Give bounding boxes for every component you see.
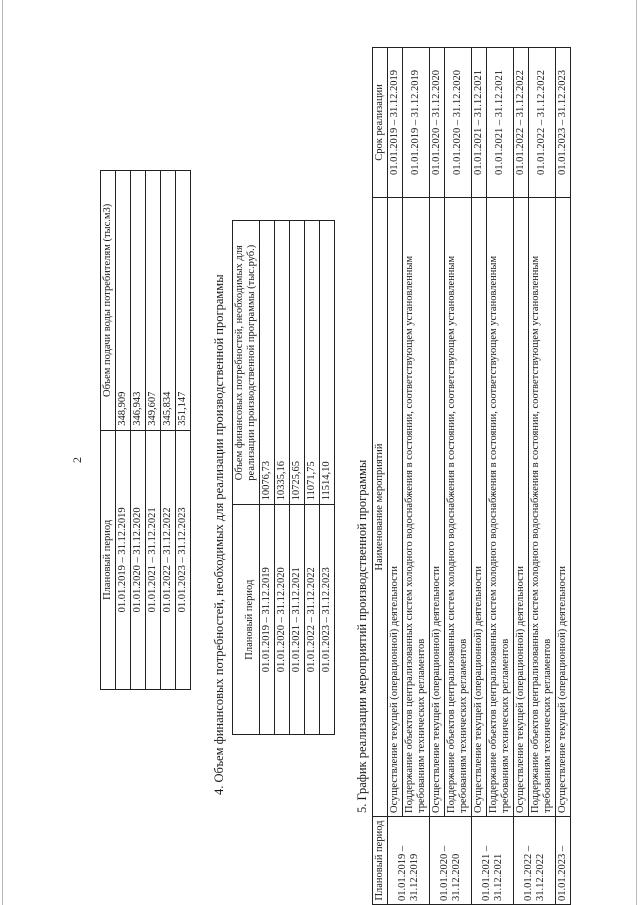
cell-term: 01.01.2019 – 31.12.2019: [403, 48, 430, 198]
cell-amount: 10335,16: [275, 221, 290, 505]
scan-edge-top: [2, 0, 3, 905]
cell-term: 01.01.2022 – 31.12.2022: [514, 48, 529, 198]
header-measure-name: Наименование мероприятий: [373, 197, 388, 816]
cell-amount: 10076,73: [260, 221, 275, 505]
cell-amount: 11071,75: [305, 221, 320, 505]
table-row: [514, 48, 529, 905]
header-financial-needs: Объем финансовых потребностей, необходимых для реализации производственной программы (тыс.руб.): [233, 221, 260, 505]
cell-term: 01.01.2020 – 31.12.2020: [445, 48, 472, 198]
cell-period: 01.01.2019 – 31.12.2019: [388, 817, 430, 905]
cell-period: 01.01.2019 – 31.12.2019: [260, 505, 275, 735]
header-planned-period: Плановый период: [101, 430, 116, 689]
cell-measure: Осуществление текущей (операционной) деятельности: [430, 197, 445, 816]
scan-edge-bottom: [636, 0, 637, 905]
table-row: [290, 221, 305, 735]
table-header-row: [373, 48, 388, 905]
table-header-row: [233, 221, 260, 735]
table-row: [305, 221, 320, 735]
cell-period: 01.01.2021 – 31.12.2021: [290, 505, 305, 735]
table-row: [430, 48, 445, 905]
page-number: 2: [70, 457, 84, 463]
cell-measure: Поддержание объектов централизованных систем холодного водоснабжения в состоянии, соответствующем установленным требованиям технических регламентов: [529, 197, 556, 816]
water-volume-table: [100, 170, 191, 690]
header-planned-period: Плановый период: [233, 505, 260, 735]
cell-period: 01.01.2022 – 31.12.2022: [161, 430, 176, 689]
header-planned-period: Плановый период: [373, 817, 388, 905]
cell-measure: Осуществление текущей (операционной) деятельности: [388, 197, 403, 816]
cell-period: 01.01.2019 – 31.12.2019: [116, 430, 131, 689]
cell-period: 01.01.2020 – 31.12.2020: [275, 505, 290, 735]
table-row: [146, 171, 161, 690]
table-row: [529, 48, 556, 905]
cell-measure: Поддержание объектов централизованных систем холодного водоснабжения в состоянии, соответствующем установленным требованиям технических регламентов: [403, 197, 430, 816]
cell-volume: 346,943: [131, 171, 146, 431]
cell-volume: 348,909: [116, 171, 131, 431]
cell-period: 01.01.2022 – 31.12.2022: [514, 817, 556, 905]
table-row: [161, 171, 176, 690]
table-row: [445, 48, 472, 905]
cell-period: 01.01.2020 – 31.12.2020: [131, 430, 146, 689]
cell-term: 01.01.2023 – 31.12.2023: [556, 48, 571, 198]
cell-measure: Осуществление текущей (операционной) деятельности: [556, 197, 571, 816]
cell-term: 01.01.2022 – 31.12.2022: [529, 48, 556, 198]
table-row: [472, 48, 487, 905]
cell-measure: Поддержание объектов централизованных систем холодного водоснабжения в состоянии, соответствующем установленным требованиям технических регламентов: [487, 197, 514, 816]
cell-term: 01.01.2019 – 31.12.2019: [388, 48, 403, 198]
cell-period: 01.01.2023 –: [556, 817, 571, 905]
cell-period: 01.01.2020 – 31.12.2020: [430, 817, 472, 905]
table-row: [176, 171, 191, 690]
cell-measure: Осуществление текущей (операционной) деятельности: [472, 197, 487, 816]
table-row: [556, 48, 571, 905]
cell-amount: 11514,10: [320, 221, 335, 505]
table-row: [487, 48, 514, 905]
cell-period: 01.01.2021 – 31.12.2021: [472, 817, 514, 905]
section4-title: 4. Объем финансовых потребностей, необходимых для реализации производственной программы: [212, 274, 226, 795]
table-row: [131, 171, 146, 690]
table-row: [388, 48, 403, 905]
cell-amount: 10725,65: [290, 221, 305, 505]
cell-term: 01.01.2021 – 31.12.2021: [487, 48, 514, 198]
header-water-volume: Объем подачи воды потребителям (тыс.м3): [101, 171, 116, 431]
table-row: [403, 48, 430, 905]
header-term: Срок реализации: [373, 48, 388, 198]
financial-needs-table: [232, 220, 335, 735]
cell-period: 01.01.2022 – 31.12.2022: [305, 505, 320, 735]
cell-period: 01.01.2023 – 31.12.2023: [176, 430, 191, 689]
cell-volume: 345,834: [161, 171, 176, 431]
schedule-table: [372, 47, 571, 905]
table-header-row: [101, 171, 116, 690]
cell-volume: 349,607: [146, 171, 161, 431]
table-row: [320, 221, 335, 735]
section5-title: 5. График реализации мероприятий производственной программы: [355, 459, 369, 813]
table-row: [116, 171, 131, 690]
cell-measure: Осуществление текущей (операционной) деятельности: [514, 197, 529, 816]
cell-period: 01.01.2021 – 31.12.2021: [146, 430, 161, 689]
table-row: [275, 221, 290, 735]
cell-period: 01.01.2023 – 31.12.2023: [320, 505, 335, 735]
cell-term: 01.01.2021 – 31.12.2021: [472, 48, 487, 198]
table-row: [260, 221, 275, 735]
cell-volume: 351,147: [176, 171, 191, 431]
cell-term: 01.01.2020 – 31.12.2020: [430, 48, 445, 198]
cell-measure: Поддержание объектов централизованных систем холодного водоснабжения в состоянии, соответствующем установленным требованиям технических регламентов: [445, 197, 472, 816]
